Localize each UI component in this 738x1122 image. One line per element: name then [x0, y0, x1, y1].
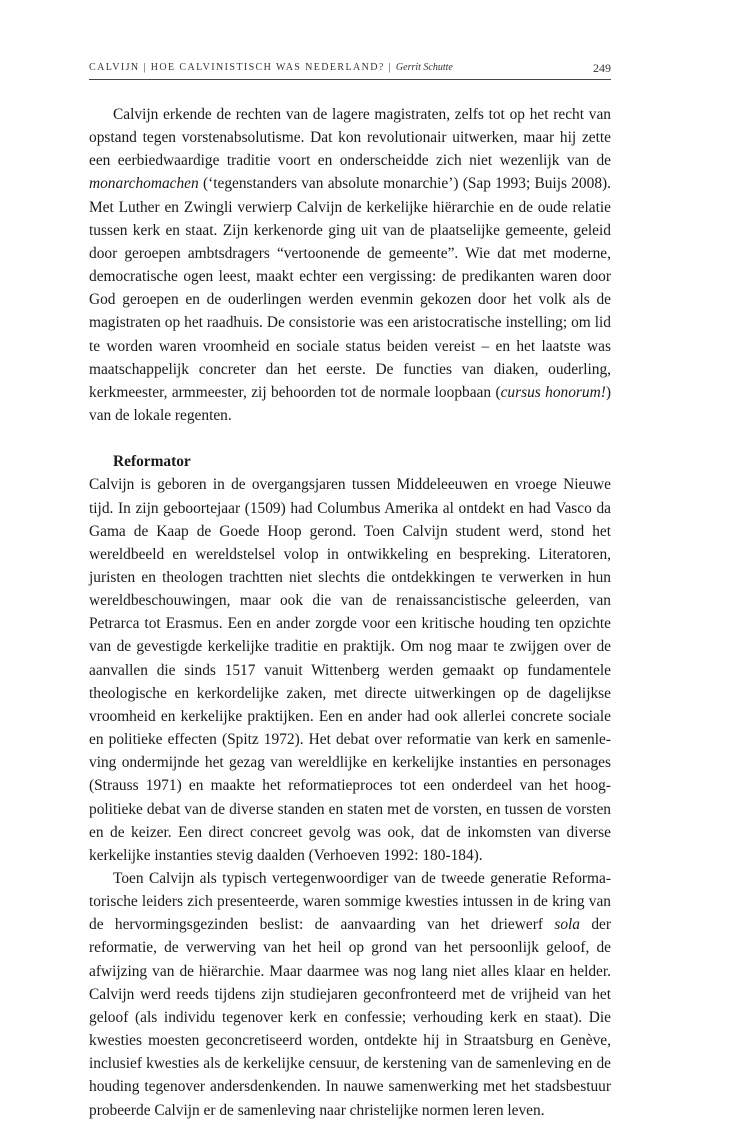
italic-term: monarchomachen — [89, 175, 199, 193]
body-text — [89, 103, 611, 1122]
running-header — [89, 62, 611, 73]
paragraph-1: Calvijn erkende de rechten van de lagere magistraten, zelfs tot op het recht van opstand tegen vorstenabsolutisme. Dat kon revolutionair uitwerken, maar hij zette een eerbiedwaardige traditie voort en onderscheidde zich niet wezenlijk van de monarchomachen (‘tegenstanders van absolute monarchie’) (Sap 1993; Buijs 2008). Met Luther en Zwingli verwierp Calvijn de kerkelijke hiërarchie en de oude relatie tussen kerk en staat. Zijn kerkenorde ging uit van de plaatselijke gemeente, geleid door geroepen ambtsdragers “vertoonende de gemeente”. Wie dat met moderne, democratische ogen leest, maakt echter een vergissing: de predikanten waren door God geroepen en de ouderlingen werden evenmin gekozen door het volk als de magistraten op het raadhuis. De consistorie was een aristocratische instelling; om lid te worden waren vroomheid en sociale status beiden vereist – en het laatste was maatschappelijk concreter dan het eerste. De functies van diaken, ouderling, kerkmeester, armmeester, zij behoorden tot de normale loopbaan (cursus honorum!) van de lokale regenten. — [89, 106, 611, 425]
section-gap — [89, 427, 611, 450]
italic-term: sola — [554, 916, 580, 934]
section-heading: Reformator — [113, 453, 191, 471]
italic-term: cursus honorum! — [500, 383, 606, 401]
paragraph-3: Toen Calvijn als typisch vertegenwoordiger van de tweede generatie Reformatorische leiders zich presenteerde, waren sommige kwesties intussen in de kring van de hervormingsgezinden beslist: de aanvaarding van het driewerf sola der reformatie, de verwerving van het heil op grond van het persoonlijk geloof, de afwijzing van de hiërarchie. Maar daarmee was nog lang niet alles klaar en helder. Calvijn werd reeds tijdens zijn studiejaren geconfronteerd met de vrijheid van het geloof (als individu tegenover kerk en confessie; verhouding kerk en staat). Die kwesties moesten geconcretiseerd worden, ontdekte hij in Straatsburg en Genève, inclusief kwesties als de kerkelijke censuur, de kerstening van de samenleving en de houding tegenover andersdenkenden. In nauwe samenwerking met het stadsbestuur probeerde Calvijn er de samenleving naar christelijke normen leren leven. — [89, 870, 612, 1119]
header-rule — [89, 79, 611, 80]
paragraph-2: Calvijn is geboren in de overgangsjaren tussen Middeleeuwen en vroege Nieuwe tijd. In zijn geboortejaar (1509) had Columbus Amerika al ontdekt en had Vasco da Gama de Kaap de Goede Hoop gerond. Toen Calvijn student werd, stond het wereldbeeld en wereldstelsel volop in ontwikkeling en bespreking. Literatoren, juristen en theologen trachtten niet slechts die ontdekkingen te verwerken in hun wereldbeschouwingen, maar ook die van de renaissancistische geleerden, van Petrarca tot Erasmus. Een en ander zorgde voor een kritische houding ten opzichte van de gevestigde kerkelijke traditie en praktijk. Om nog maar te zwijgen over de aanvallen die sinds 1517 vanuit Wittenberg werden gemaakt op fundamentele theologische en kerkordelijke zaken, met directe uitwerkingen op de dagelijkse vroomheid en kerkelijke praktijken. Een en ander had ook allerlei concrete sociale en politieke effecten (Spitz 1972). Het debat over reformatie van kerk en samenleving ondermijnde het gezag van wereldlijke en kerkelijke instanties en personages (Strauss 1971) en maakte het reformatieproces tot een onderdeel van het hoogpolitieke debat van de diverse standen en staten met de vorsten, en tussen de vorsten en de keizer. Een direct concreet gevolg was ook, dat de inkomsten van diverse kerkelijke instanties stevig daalden (Verhoeven 1992: 180-184). — [89, 476, 611, 864]
header-author: Gerrit Schutte — [395, 62, 453, 73]
page-number: 249 — [593, 61, 611, 75]
running-title: CALVIJN | HOE CALVINISTISCH WAS NEDERLAND? | — [89, 62, 396, 73]
